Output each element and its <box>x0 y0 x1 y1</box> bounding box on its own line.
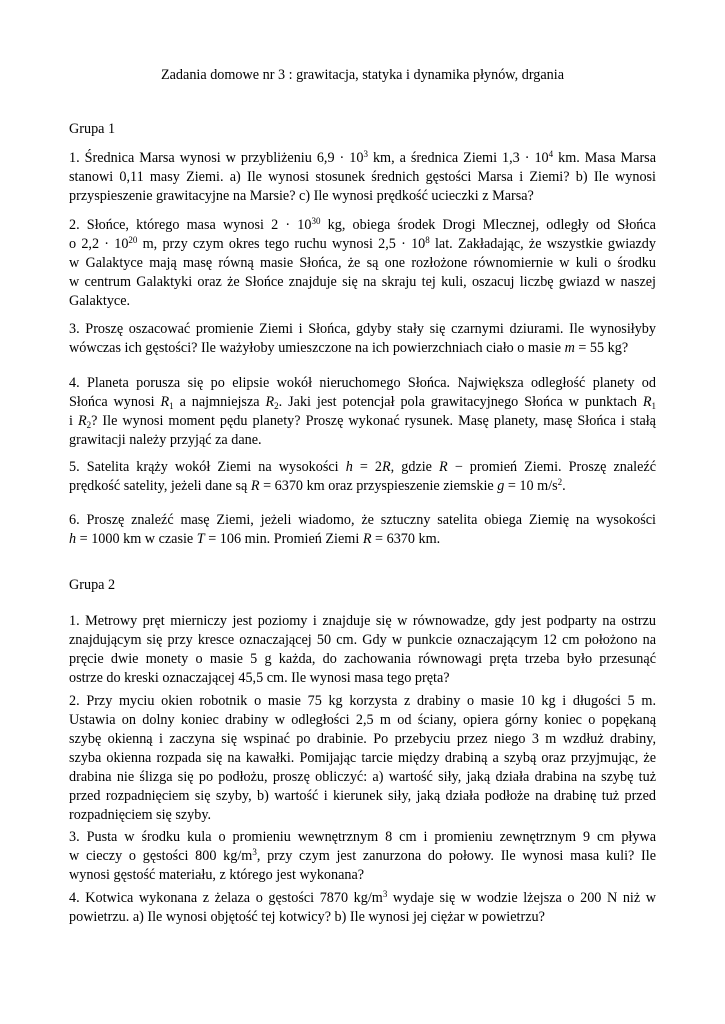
document-title: Zadania domowe nr 3 : grawitacja, statyka i dynamika płynów, drgania <box>160 67 565 83</box>
g2-task-4: 4. Kotwica wykonana z żelaza o gęstości 7870 $kg/m^3$ wydaje się w wodzie lżejsza o 200 N niż w powietrzu. a) Ile wynosi objętość tej kotwicy? b) Ile wynosi jej ciężar w powietrzu? <box>69 889 656 925</box>
g1-task-6: 6. Proszę znaleźć masę Ziemi, jeżeli wiadomo, że sztuczny satelita obiega Ziemię na wysokości h = 1000 km w czasie T = 106 min. Promień Ziemi R = 6370 km. <box>69 512 656 547</box>
g2-task-3: 3. Pusta w środku kula o promieniu wewnętrznym 8 cm i promieniu zewnętrznym 9 cm pływa w cieczy o gęstości 800 $kg/m^3$, przy czym jest zanurzona do połowy. Ile wynosi masa kuli? Ile wynosi gęstość materiału, z którego jest wykonana? <box>69 829 656 883</box>
group-1-heading: Grupa 1 <box>69 121 116 137</box>
group-2-heading: Grupa 2 <box>69 577 116 593</box>
g1-task-2: 2. Słońce, którego masa wynosi $2 \cdot 10^{30}$ kg, obiega środek Drogi Mlecznej, odległy od Słońca o $2,2 \cdot 10^{20}$ m, przy czym okres tego ruchu wynosi $2,5 \cdot 10^8$ lat. Zakładając, że wszystkie gwiazdy w Galaktyce mają masę równą masie Słońca, że są one rozłożone równomiernie w kuli o środku w centrum Galaktyki oraz że Słońce znajduje się na skraju tej kuli, oszacuj liczbę gwiazd w naszej Galaktyce. <box>69 216 656 309</box>
g1-task-4: 4. Planeta porusza się po elipsie wokół nieruchomego Słońca. Największa odległość planety od Słońca wynosi $R_1$ a najmniejsza $R_2$. Jaki jest potencjał pola grawitacyjnego Słońca w punktach $R_1$ i $R_2$? Ile wynosi moment pędu planety? Proszę wykonać rysunek. Masę planety, masę Słońca i stałą grawitacji należy przyjąć za dane. <box>69 375 657 448</box>
g1-task-3: 3. Proszę oszacować promienie Ziemi i Słońca, gdyby stały się czarnymi dziurami. Ile wynosiłyby wówczas ich gęstości? Ile ważyłoby umieszczone na ich powierzchniach ciało o masie m = 55 kg? <box>69 321 656 356</box>
g1-task-1: 1. Średnica Marsa wynosi w przybliżeniu $6,9 \cdot 10^3$ km, a średnica Ziemi $1,3 \cdot 10^4$ km. Masa Marsa stanowi 0,11 masy Ziemi. a) Ile wynosi stosunek średnich gęstości Marsa i Ziemi? b) Ile wynosi przyspieszenie grawitacyjne na Marsie? c) Ile wynosi prędkość ucieczki z Marsa? <box>69 149 656 204</box>
g1-task-5: 5. Satelita krąży wokół Ziemi na wysokości h = 2R, gdzie R − promień Ziemi. Proszę znaleźć prędkość satelity, jeżeli dane są R = 6370 km oraz przyspieszenie ziemskie g = 10 $m/s^2$. <box>69 459 656 494</box>
g2-task-1: 1. Metrowy pręt mierniczy jest poziomy i znajduje się w równowadze, gdy jest podparty na ostrzu znajdującym się przy kresce oznaczającej 50 cm. Gdy w punkcie oznaczającym 12 cm położono na pręcie dwie monety o masie 5 g każda, do zachowania równowagi pręta trzeba było przesunąć ostrze do kreski oznaczającej 45,5 cm. Ile wynosi masa tego pręta? <box>69 613 656 686</box>
g2-task-2: 2. Przy myciu okien robotnik o masie 75 kg korzysta z drabiny o masie 10 kg i długości 5 m. Ustawia on dolny koniec drabiny w odległości 2,5 m od ściany, opiera górny koniec o popękaną szybę okienną i zaczyna się wspinać po drabinie. Po przebyciu przez niego 3 m wzdłuż drabiny, szyba okienna rozpada się na kawałki. Pomijając tarcie między drabiną a szybą oraz przyjmując, że drabina nie ślizga się po podłożu, proszę obliczyć: a) wartość siły, jaką działa drabina na szybę tuż przed rozpadnięciem się szyby, b) wartość i kierunek siły, jaką działa podłoże na drabinę tuż przed rozpadnięciem się szyby. <box>69 693 656 823</box>
